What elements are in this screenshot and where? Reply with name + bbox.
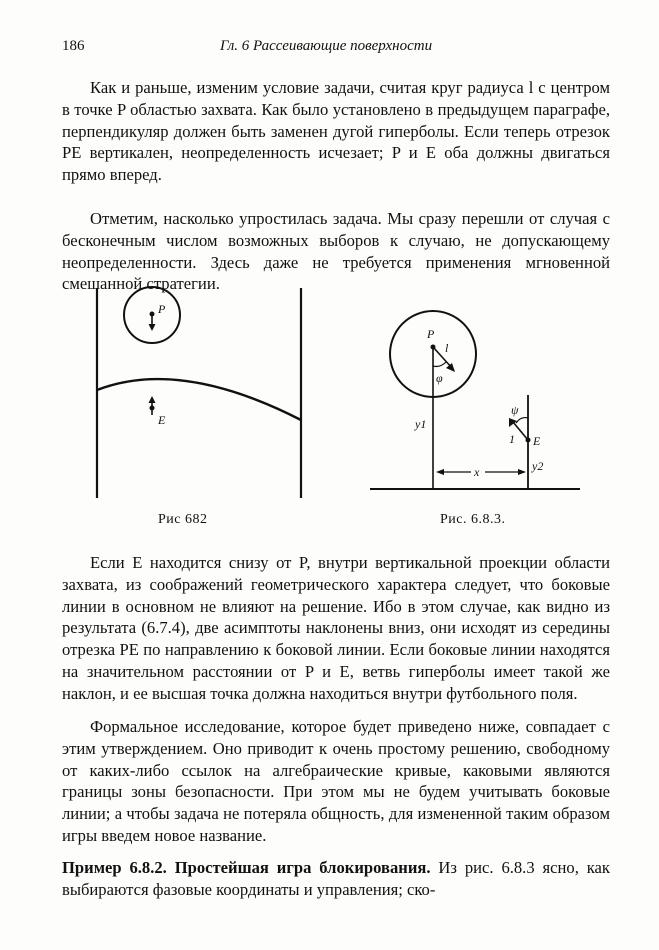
phi-arc — [433, 362, 446, 367]
paragraph-4: Формальное исследование, которое будет приведено ниже, совпадает с этим утверждением. Оно приводит к очень простому решению, свободному от каких-либо ссылок на алгебраические кривые, каковыми являются границы зоны безопасности. При этом мы не будем учитывать боковые линии; а чтобы задача не потеряла общность, для измененной таким образом игры введем новое название. — [62, 717, 610, 845]
fig2-label-x: x — [474, 465, 480, 479]
fig2-label-e: E — [533, 434, 541, 448]
e-velocity — [513, 422, 528, 440]
figure-6-8-2-caption: Рис 682 — [158, 512, 208, 527]
figure-6-8-3 — [370, 311, 580, 489]
fig2-label-y1: y1 — [415, 417, 427, 431]
x-dim-head-right — [518, 469, 526, 475]
p-arrow-head — [149, 324, 156, 331]
e-arrow-head — [149, 396, 156, 403]
fig2-label-1: 1 — [509, 432, 515, 446]
paragraph-5 — [62, 857, 610, 901]
fig1-label-e: E — [158, 413, 166, 427]
fig2-label-l: l — [445, 341, 449, 355]
running-title: Гл. 6 Рассеивающие поверхности — [220, 38, 433, 54]
paragraph-1: Как и раньше, изменим условие задачи, считая круг радиуса l с центром в точке P областью захвата. Как было установлено в предыдущем параграфе, перпендикуляр должен быть заменен дугой гиперболы. Если теперь отрезок PE вертикален, неопределенность исчезает; P и E оба должны двигаться прямо вперед. — [62, 78, 610, 185]
figure-6-8-3-caption: Рис. 6.8.3. — [440, 512, 506, 527]
fig1-label-p: P — [158, 302, 166, 316]
example-heading: Пример 6.8.2. Простейшая игра блокирования. — [62, 858, 431, 877]
x-dim-head-left — [436, 469, 444, 475]
page-number: 186 — [62, 38, 85, 54]
figure-6-8-2 — [97, 287, 301, 498]
fig2-label-psi: ψ — [511, 403, 519, 417]
p-velocity-head — [446, 363, 455, 372]
fig2-label-phi: φ — [436, 371, 443, 385]
paragraph-2: Отметим, насколько упростилась задача. Мы сразу перешли от случая с бесконечным числом возможных выборов к случаю, не допускающему неопределенности. Здесь даже не требуется применения мгновенной смешанной стратегии. — [62, 209, 610, 294]
fig2-label-y2: y2 — [532, 459, 544, 473]
hyperbola-arc — [97, 379, 301, 420]
paragraph-3: Если E находится снизу от P, внутри вертикальной проекции области захвата, из соображений геометрического характера следует, что боковые линии в основном не влияют на решение. Ибо в этом случае, как видно из результата (6.7.4), две асимптоты наклонены вниз, они исходят из середины отрезка PE по направлению к боковой линии. Если боковые линии находятся на значительном расстоянии от P и E, ветвь гиперболы имеет такой же наклон, и ее высшая точка должна находиться внутри футбольного поля. — [62, 553, 610, 703]
example-text: Из рис. 6.8.3 ясно, как выбираются фазовые координаты и управления; ско- — [62, 858, 610, 899]
fig2-label-p: P — [427, 327, 435, 341]
psi-arc — [516, 418, 528, 423]
